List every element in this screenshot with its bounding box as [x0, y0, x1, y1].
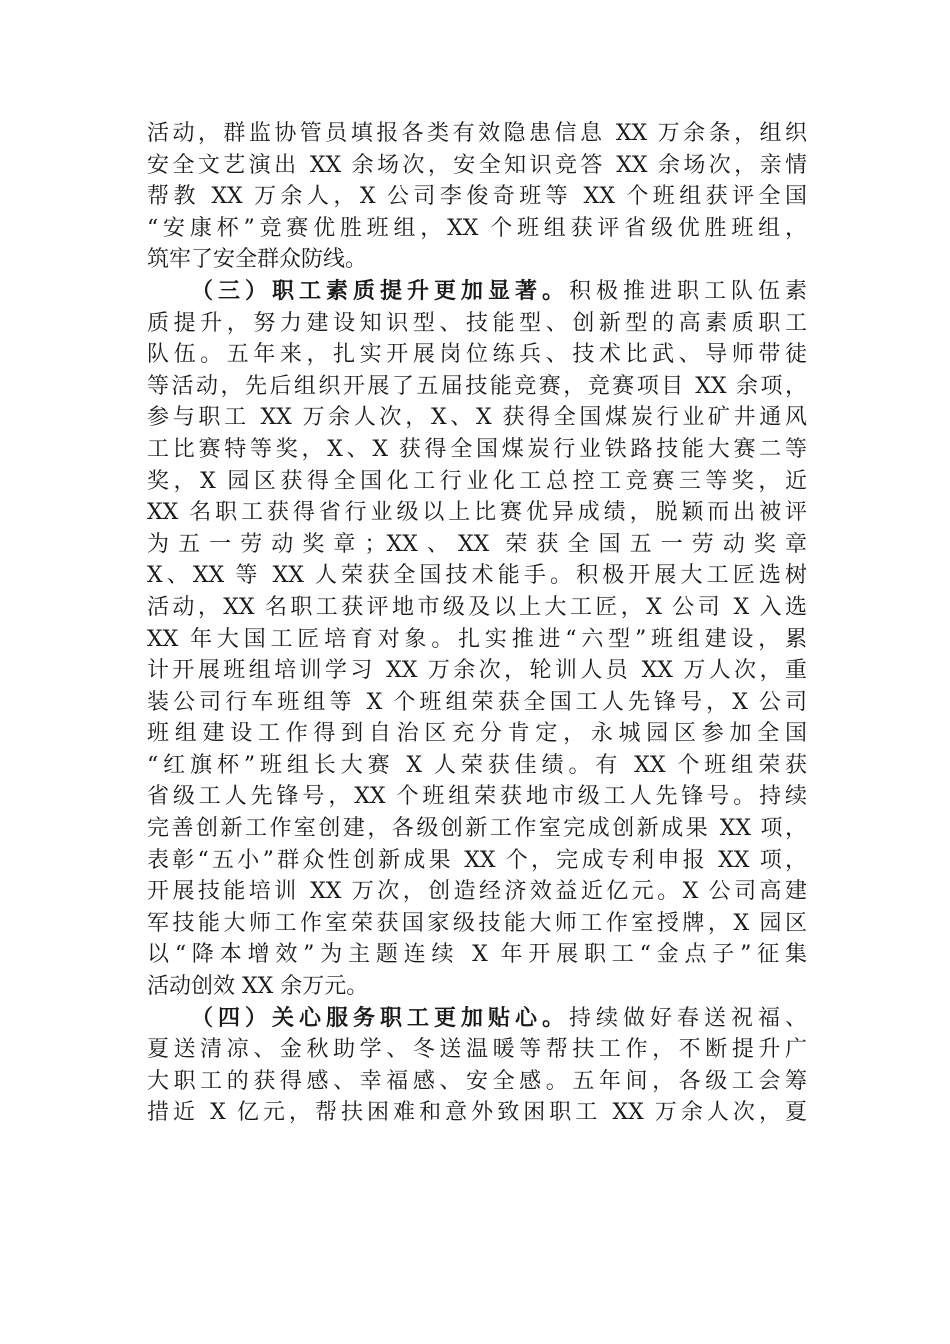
text-run: 持续做好春送祝福、: [568, 1005, 807, 1031]
text-line: 措近 X 亿元，帮扶困难和意外致困职工 XX 万余人次，夏: [147, 1100, 807, 1126]
paragraph-section-3: [147, 276, 807, 1003]
text-line: 工比赛特等奖，X、X 获得全国煤炭行业铁路技能大赛二等: [147, 436, 807, 462]
text-line: 夏送清凉、金秋助学、冬送温暖等帮扶工作，不断提升广: [147, 1037, 807, 1063]
text-line: 等活动，先后组织开展了五届技能竞赛，竞赛项目 XX 余项，: [147, 373, 807, 399]
text-line: 大职工的获得感、幸福感、安全感。五年间，各级工会筹: [147, 1068, 807, 1094]
text-line: 以“降本增效”为主题连续 X 年开展职工“金点子”征集: [147, 942, 807, 968]
text-line: 装公司行车班组等 X 个班组荣获全国工人先锋号，X 公司: [147, 689, 807, 715]
text-line: “安康杯”竞赛优胜班组，XX 个班组获评省级优胜班组，: [147, 215, 807, 241]
text-line: 活动，XX 名职工获评地市级及以上大工匠，X 公司 X 入选: [147, 594, 807, 620]
section-heading: （三）职工素质提升更加显著。: [191, 278, 569, 304]
text-line: 为五一劳动奖章；XX、XX 荣获全国五一劳动奖章: [147, 531, 807, 557]
paragraph-section-4: [147, 1003, 807, 1129]
text-line: 表彰“五小”群众性创新成果 XX 个，完成专利申报 XX 项，: [147, 847, 807, 873]
text-line: [147, 1003, 807, 1035]
text-line: 质提升，努力建设知识型、技能型、创新型的高素质职工: [147, 310, 807, 336]
section-heading: （四）关心服务职工更加贴心。: [191, 1005, 569, 1031]
text-run: 积极推进职工队伍素: [568, 278, 807, 304]
text-line: 奖，X 园区获得全国化工行业化工总控工竞赛三等奖，近: [147, 468, 807, 494]
document-page: [147, 118, 807, 1129]
text-line: “红旗杯”班组长大赛 X 人荣获佳绩。有 XX 个班组荣获: [147, 752, 807, 778]
text-line: 计开展班组培训学习 XX 万余次，轮训人员 XX 万人次，重: [147, 658, 807, 684]
text-line: 帮教 XX 万余人，X 公司李俊奇班等 XX 个班组获评全国: [147, 184, 807, 210]
text-line: 活动，群监协管员填报各类有效隐患信息 XX 万余条，组织: [147, 121, 807, 146]
text-line: XX 年大国工匠培育对象。扎实推进“六型”班组建设，累: [147, 626, 807, 652]
paragraph-continuation: [147, 118, 807, 276]
text-line: [147, 276, 807, 308]
text-line: 班组建设工作得到自治区充分肯定，永城园区参加全国: [147, 721, 807, 747]
text-line: 活动创效 XX 余万元。: [147, 974, 369, 1000]
text-line: 军技能大师工作室荣获国家级技能大师工作室授牌，X 园区: [147, 910, 807, 936]
text-line: 队伍。五年来，扎实开展岗位练兵、技术比武、导师带徒: [147, 342, 807, 368]
text-line: 参与职工 XX 万余人次，X、X 获得全国煤炭行业矿井通风: [147, 405, 807, 431]
text-line: 开展技能培训 XX 万次，创造经济效益近亿元。X 公司高建: [147, 879, 807, 905]
text-line: 完善创新工作室创建，各级创新工作室完成创新成果 XX 项，: [147, 816, 807, 842]
text-line: XX 名职工获得省行业级以上比赛优异成绩，脱颖而出被评: [147, 500, 807, 526]
text-line: X、XX 等 XX 人荣获全国技术能手。积极开展大工匠选树: [147, 563, 807, 589]
text-line: 安全文艺演出 XX 余场次，安全知识竞答 XX 余场次，亲情: [147, 152, 807, 178]
text-line: 省级工人先锋号，XX 个班组荣获地市级工人先锋号。持续: [147, 784, 807, 810]
text-line: 筑牢了安全群众防线。: [147, 247, 368, 273]
